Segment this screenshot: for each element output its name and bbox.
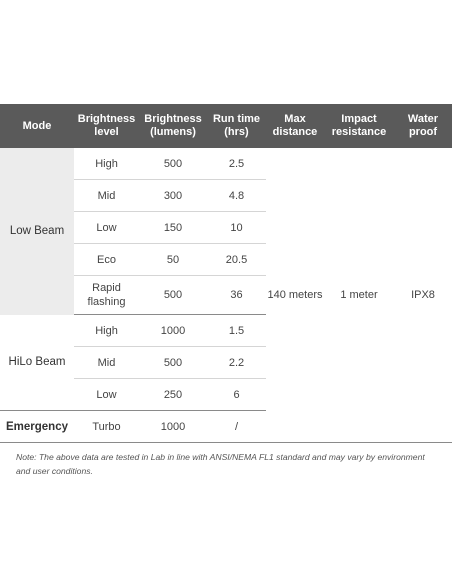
runtime-cell: 20.5 <box>207 244 266 276</box>
lumens-cell: 300 <box>139 180 207 212</box>
lumens-cell: 50 <box>139 244 207 276</box>
table-row <box>0 148 452 180</box>
max-distance-cell: 140 meters <box>266 148 324 443</box>
spec-table <box>0 104 452 443</box>
mode-low-beam: Low Beam <box>0 148 74 315</box>
header-max-distance: Max distance <box>266 104 324 148</box>
lumens-cell: 500 <box>139 276 207 315</box>
lumens-cell: 1000 <box>139 411 207 443</box>
level-cell: Mid <box>74 347 139 379</box>
lumens-cell: 1000 <box>139 315 207 347</box>
level-cell: Rapid flashing <box>74 276 139 315</box>
runtime-cell: 1.5 <box>207 315 266 347</box>
runtime-cell: 36 <box>207 276 266 315</box>
runtime-cell: / <box>207 411 266 443</box>
mode-hilo-beam: HiLo Beam <box>0 315 74 411</box>
level-cell: Low <box>74 212 139 244</box>
runtime-cell: 10 <box>207 212 266 244</box>
mode-emergency: Emergency <box>0 411 74 443</box>
level-cell: Low <box>74 379 139 411</box>
runtime-cell: 2.2 <box>207 347 266 379</box>
level-cell: Mid <box>74 180 139 212</box>
lumens-cell: 250 <box>139 379 207 411</box>
water-proof-cell: IPX8 <box>394 148 452 443</box>
level-cell: High <box>74 148 139 180</box>
runtime-cell: 4.8 <box>207 180 266 212</box>
spec-table-wrapper <box>0 104 452 443</box>
footnote: Note: The above data are tested in Lab in line with ANSI/NEMA FL1 standard and may vary by environment and user conditions. <box>16 452 425 476</box>
header-brightness-level: Brightness level <box>74 104 139 148</box>
level-cell: Eco <box>74 244 139 276</box>
runtime-cell: 6 <box>207 379 266 411</box>
level-cell: High <box>74 315 139 347</box>
header-run-time: Run time (hrs) <box>207 104 266 148</box>
level-cell: Turbo <box>74 411 139 443</box>
impact-resistance-cell: 1 meter <box>324 148 394 443</box>
runtime-cell: 2.5 <box>207 148 266 180</box>
header-water-proof: Water proof <box>394 104 452 148</box>
lumens-cell: 500 <box>139 148 207 180</box>
header-row <box>0 104 452 148</box>
header-mode: Mode <box>0 104 74 148</box>
lumens-cell: 500 <box>139 347 207 379</box>
header-brightness-lumens: Brightness (lumens) <box>139 104 207 148</box>
header-impact-resistance: Impact resistance <box>324 104 394 148</box>
lumens-cell: 150 <box>139 212 207 244</box>
